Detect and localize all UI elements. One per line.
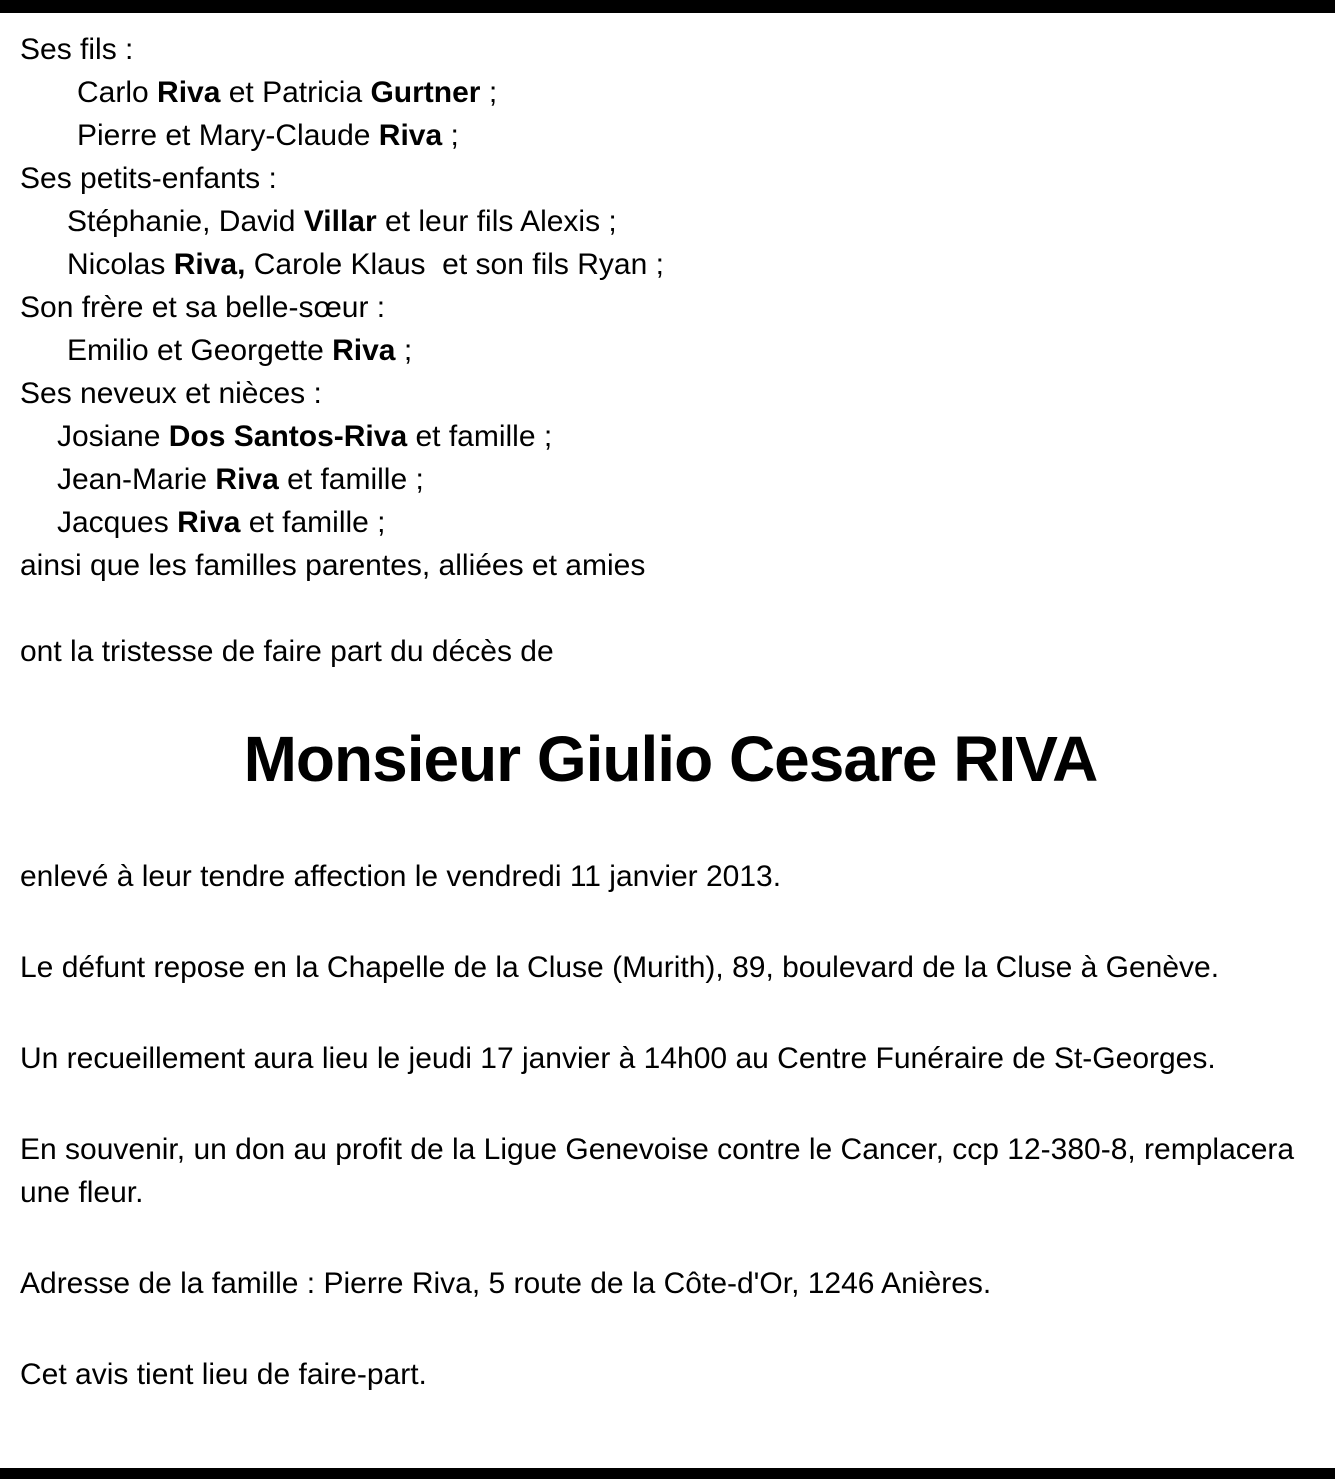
text-segment: ; [480,76,498,109]
family-line [20,329,1321,372]
text-segment: ; [395,334,413,367]
top-edge-bar [0,0,1335,13]
notice-paragraph: En souvenir, un don au profit de la Ligue Genevoise contre le Cancer, ccp 12-380-8, remplacera une fleur. [20,1133,1303,1209]
family-line [20,114,1321,157]
text-segment: Carole Klaus et son fils Ryan ; [245,248,664,281]
notice-paragraph: Cet avis tient lieu de faire-part. [20,1358,427,1391]
text-segment: et famille ; [407,420,553,453]
family-name-bold: Dos Santos-Riva [168,420,408,453]
family-name-bold: Riva [332,334,396,367]
bottom-edge-bar [0,1468,1335,1479]
notice-paragraph: enlevé à leur tendre affection le vendredi 11 janvier 2013. [20,860,782,893]
text-segment: Josiane [57,420,169,453]
family-name-bold: Riva [177,506,241,539]
notice-paragraph: Un recueillement aura lieu le jeudi 17 janvier à 14h00 au Centre Funéraire de St-Georges. [20,1042,1216,1075]
text-segment: Jacques [57,506,178,539]
family-line [20,157,1321,200]
family-line [20,28,1321,71]
family-line [20,501,1321,544]
family-lines [20,28,1321,587]
family-name-bold: Riva [215,463,279,496]
family-line [20,458,1321,501]
text-segment: et Patricia [220,76,371,109]
text-segment: Son frère et sa belle-sœur : [20,291,386,324]
family-line [20,544,1321,587]
text-segment: Nicolas [67,248,174,281]
notice-paragraph: Le défunt repose en la Chapelle de la Cluse (Murith), 89, boulevard de la Cluse à Genève. [20,951,1220,984]
family-line [20,372,1321,415]
deceased-name: Monsieur Giulio Cesare RIVA [243,723,1098,795]
text-segment: ; [442,119,459,152]
text-segment: Jean-Marie [57,463,216,496]
notice-content [0,13,1335,1396]
text-segment: Ses neveux et nièces : [20,377,322,410]
notice-paragraphs [20,855,1321,1396]
text-segment: ainsi que les familles parentes, alliées et amies [20,549,646,582]
text-segment: Emilio et Georgette [67,334,333,367]
text-segment: Stéphanie, David [67,205,304,238]
family-line [20,415,1321,458]
text-segment: et leur fils Alexis ; [376,205,617,238]
notice-paragraph: Adresse de la famille : Pierre Riva, 5 route de la Côte-d'Or, 1246 Anières. [20,1267,992,1300]
text-segment: Pierre et Mary-Claude [77,119,379,152]
family-line [20,200,1321,243]
family-line [20,71,1321,114]
family-name-bold: Riva [157,76,221,109]
intro-line: ont la tristesse de faire part du décès de [20,635,554,668]
text-segment: Carlo [77,76,158,109]
family-line [20,243,1321,286]
text-segment: et famille ; [240,506,386,539]
text-segment: Ses petits-enfants : [20,162,277,195]
family-name-bold: Riva [378,119,443,152]
family-name-bold: Gurtner [370,76,481,109]
family-name-bold: Villar [303,205,377,238]
family-line [20,286,1321,329]
text-segment: et famille ; [278,463,424,496]
family-name-bold: Riva, [173,248,246,281]
text-segment: Ses fils : [20,33,134,66]
